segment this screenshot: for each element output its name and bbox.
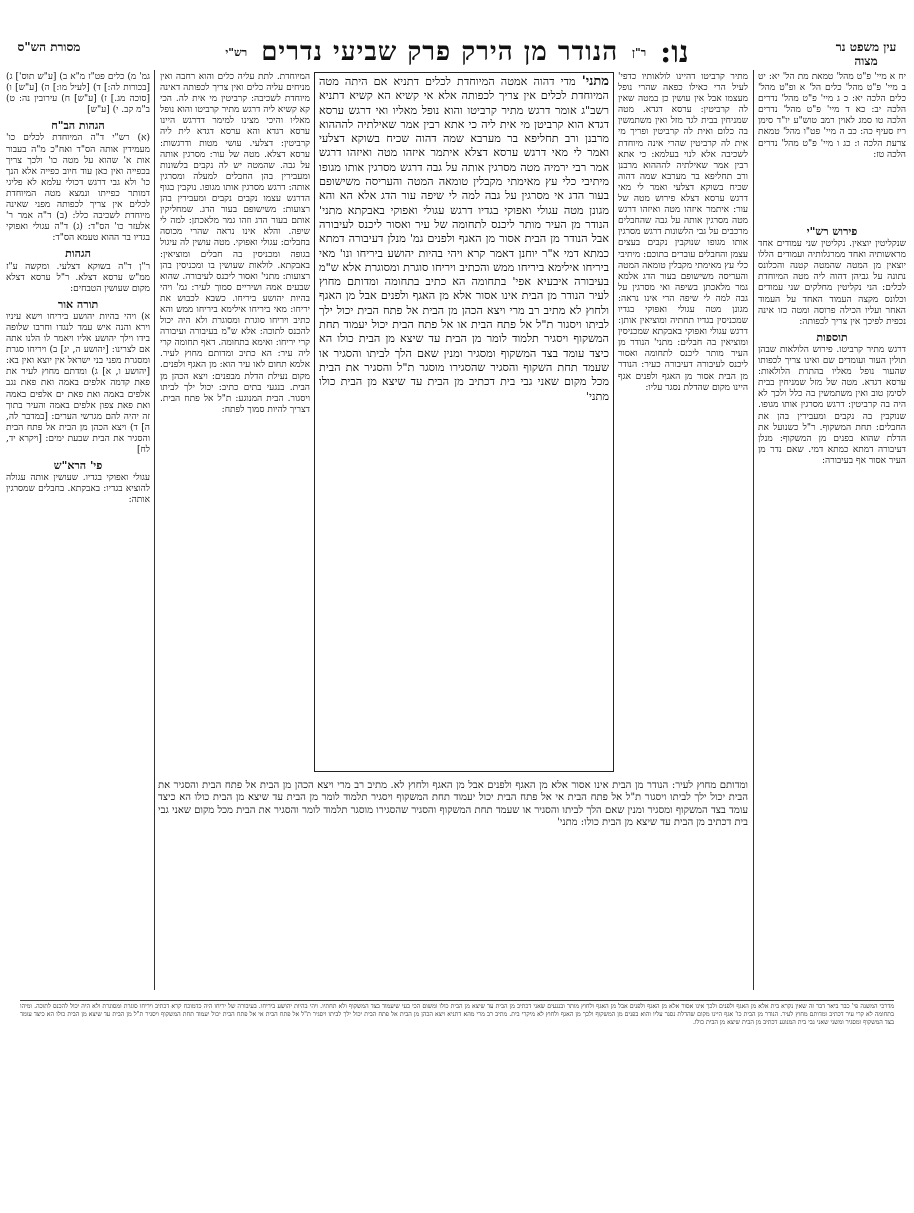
divider-right <box>753 70 754 990</box>
page-header <box>70 36 844 68</box>
ran-column <box>618 72 748 772</box>
tosafot-text: דרגש מתיר קרביטו. פירוש הלולאות שבהן תולין העור ועומדים שם ואינו צריך לכפותו שהעור נופל מאליו בהתרת הלולאות: ערסא דגדא. מטה של מזל שמניחין בבית לסימן טוב ואין משתמשין בה כלל ולכך לא היה בה קרביטין: דרגש מסרגין אותו מגופו. שנוקבין בה נקבים ומעבירין בהן את החבלים: תחת המשקוף. ר"ל כשנועל את הדלת שהוא בפנים מן המשקוף: מנלן דעיבורה דמתא כמתא דמי. שאם נדר מן העיר אסור אף בעיבורה: <box>758 344 906 466</box>
masoret-text: גמ' מ) כלים פט"ז מ"א ב) [ע"ש תוס'] ג) [בכורות לה:] ד) [לעיל מו:] ה) [ע"ש] ו) [סוכה מג.] ז) [ע"ש] ח) עירובין נה: ט) ב"מ קב. י) [ע"ש] <box>6 72 150 116</box>
rosh-text: עגולי ואפוקי בגדיו. שעושין אותה עגולה להוציא בגדיו: באבקתא. בחבלים שמסרגין אותה: <box>6 473 150 506</box>
tosafot-title: תוספות <box>816 330 848 344</box>
torah-or-title: תורה אור <box>57 297 99 311</box>
footer-rule <box>20 1000 894 1001</box>
footer-text: מדרכי המשנה פי' כבר ביאר דבר זה שאין נקרא בית אלא מן האגף ולפנים ולכך אינו אסור אלא מן האגף ולפנים אבל מן האגף ולחוץ מותר ובנגעים שאני דכתיב מן הבית עד שיצא מן הבית כולו ומשום הכי בעי שיעמוד בצד המשקוף ולא תחתיו. ויהי בהיות יהושע ביריחו. בעיבורה של יריחו היה כדמוכח קרא דכתיב ויריחו סוגרת ומסוגרת ולא היה יכול להכנס לתוכה. ומיהו בתחומה לא קרי עיר דכתיב ומדותם מחוץ לעיר. הנודר מן הבית כו' אגף היינו מקום שהדלת נסגר עליו והוא בפנים מן המשקוף ולכך מן האגף ולחוץ לא מיקרי בית. מתיב רב מרי מהא דתניא ויצא הכהן מן הבית אל פתח הבית יכול ילך לביתו ויסגיר ת"ל אל פתח הבית אי אל פתח הבית יכול יעמוד תחת המשקוף ויסגיר ת"ל מן הבית עד שיצא מן הבית כולו הא כיצד עומד בצד המשקוף ומסגיר ומשני שאני גבי בית המנוגע דכתיב מן הבית שיצא מן הבית כולו. <box>20 1003 894 1026</box>
hagahot-bach-text: (א) רש"י ד"ה המיוחדת לכלים כו' מעמידין אותה הס"ד ואח"כ מ"ה בעבור אות א' שהוא על מטה כו' ולכך צריך בכפייה ואין כאן עוד חיוב כפייה אלא הנך כו' ולא גבי דרגש דכולי עלמא לא פליגי דמותר כפייתו ונמצא מטה המיוחדת לכלים אין צריך לכפותה מפני שאינה מיוחדת לשכיבה כלל: (ב) ד"ה אמר ר' אלעזר כו' הס"ד: (ג) ד"ה עגולי ואפוקי בגדיו בר ההוא טעמא הס"ד: <box>6 133 150 244</box>
commentary-right-column <box>758 222 906 992</box>
rashi-column <box>160 72 310 772</box>
rashi-header: רש"י <box>225 45 248 59</box>
folio-number: נו: <box>660 34 689 70</box>
hagahot-text: ר"ן ד"ה בשוקא דצלעי. ומקשה ע"ז ממ"ש ערסא דצלא. ר"ל ערסא דצלא מקום שעושין הטבחים: <box>6 261 150 294</box>
ran-header: ר"ן <box>632 45 647 59</box>
rosh-title: פי' הרא"ש <box>53 459 103 473</box>
rashi-pirush-title: פירוש רש"י <box>806 225 858 238</box>
ran-text: מתיר קרביטו דהיינו לולאותיו כדפי' לעיל הרי כאילו כפאה שהרי נופל מעצמו אבל אין עושין כן במטה שאין לה קרביטין: ערסא דגדא. מטה שמניחין בבית לגד מזל ואין משתמשין בה כלום ואית לה קרביטין ופריך מי אית לה קרביטין שהרי אינה מיוחדת לשכיבה אלא לנוי בעלמא: כי אתא רבין אמר שאילתיה להההוא מרבנן ורב תחליפא בר מערבא שמה דהוה שכיח בשוקא דצלעי ואמר לי מאי דרגש ערסא דצלא פירוש מטה של עור: איתמר איזהו מטה ואיזהו דרגש מטה מסרגין אותה על גבה שהחבלים מרכבים על גבי הלשונות דרגש מסרגין אותו מגופו שנוקבין נקבים בעצים עצמן והחבלים עוברים בתוכם: מיתיבי כלי עץ מאימתי מקבלין טומאה המטה והעריסה משישופם בעור הדג אלמא גמר מלאכתן בשיפה ואי מסרגין על גבה למה לי שיפה הרי אינו נראה: מגונן מטה עגולי ואפוקי בגדיו שמכניסין בגדיו תחתיה ומוציאין אותן: דרגש עגולי ואפוקי באבקתא שמכניסין ומוציאין בה חבלים: מתני' הנודר מן העיר מותר ליכנס לתחומה ואסור ליכנס לעיבורה דעיבורה כעיר: הנודר מן הבית אסור מן האגף ולפנים אגף היינו מקום שהדלת נסגר עליו: <box>618 72 748 393</box>
masoret-column <box>6 72 150 992</box>
footer-commentary <box>20 1000 894 1200</box>
gemara-main-text <box>314 72 614 772</box>
main-text-body: מדי דהוה אמטה המיוחדת לכלים דתניא אם היתה מטה המיוחדת לכלים אין צריך לכפותה אלא אי קשיא הא קשיא דתניא רשב"ג אומר דרגש מתיר קרביטו והוא נופל מאליו ואי דרגש ערסא דגדא הוא קרביטן מי אית ליה כי אתא רבין אמר שאילתיה להההוא מרבנן ורב תחליפא בר מערבא שמה דהוה שכיח בשוקא דצלעי ואמר לי מאי דרגש ערסא דצלא איתמר איזהו מטה ואיזהו דרגש אמר רבי ירמיה מטה מסרגין אותה על גבה דרגש מסרגין אותו מגופו מיתיבי כלי עץ מאימתי מקבלין טומאה המטה והעריסה משישופם בעור הדג אי מסרגין על גבה למה לי שיפה עור הדג אלא הא והא מגונן מטה עגולי ואפוקי בגדיו דרגש עגולי ואפוקי באבקתא מתני' הנודר מן העיר מותר ליכנס לתחומה של עיר ואסור ליכנס לעיבורה אבל הנודר מן הבית אסור מן האגף ולפנים גמ' מנלן דעיבורה דמתא כמתא דמי א"ר יוחנן דאמר קרא ויהי בהיות יהושע ביריחו ונו' מאי ביריחו אילימא ביריחו ממש והכתיב ויריחו סוגרת ומסוגרת אלא ש"מ בעיבורה איבעיא אפי' בתחומה הא כתיב בתחומה ומדותם מחוץ לעיר הנודר מן הבית אינו אסור אלא מן האגף ולפנים אבל מן האגף ולחוץ לא מתיב רב מרי ויצא הכהן מן הבית אל פתח הבית יכול ילך לביתו ויסגור ת"ל אל פתח הבית או אל פתח הבית יכול יעמוד תחת המשקוף ויסגיר תלמוד לומר מן הבית עד שיצא מן הבית כולו הא כיצד עומד בצד המשקוף ומסגיר ומנין שאם הלך לביתו והסגיר או שעמד תחת השקוף והסגיר שהסגירו מוסגר ת"ל והסגיר את הבית מכל מקום שאני גבי בית דכתיב מן הבית עד שיצא מן הבית כולו מתני' <box>319 75 609 403</box>
hagahot-bach-title: הגהות הב"ח <box>51 119 105 133</box>
masoret-label: מסורת הש"ס <box>17 40 81 54</box>
rashi-pirush-text: שנקליטין יוצאין. נקליטין שני עמודים אחד מראשותיה ואחד ממרגלותיה ועמודים הללו יוצאין מן המטה שהמטה קטנה והכלונס נתונה על גביהן דהוה ליה מטה המיוחדת לכלים: הני נקליטין מחלקים שני עמודים וכלונס מקצה העמוד האחד על העמוד האחר ועליו הכילה פרוסה ומטה כזו אינה נכפית לפיכך אין צריך לכפותה: <box>758 239 906 327</box>
torah-or-text: א) ויהי בהיות יהושע ביריחו וישא עיניו וירא והנה איש עמד לנגדו וחרבו שלופה בידו וילך יהושע אליו ויאמר לו הלנו אתה אם לצרינו: [יהושע ה, יג] ב) ויריחו סגרת ומסגרת מפני בני ישראל אין יוצא ואין בא: [יהושע ו, א] ג) ומדתם מחוץ לעיר את פאת קדמה אלפים באמה ואת פאת נגב אלפים באמה ואת פאת ים אלפים באמה ואת פאת צפון אלפים באמה והעיר בתוך זה יהיה להם מגרשי הערים: [במדבר לה, ה] ד) ויצא הכהן מן הבית אל פתח הבית והסגיר את הבית שבעת ימים: [ויקרא יד, לח] <box>6 311 150 455</box>
ein-mishpat-column <box>758 72 906 220</box>
ein-mishpat-text: יח א מיי' פ"ט מהל' טמאת מת הל' יא: יט ב מיי' פ"ט מהל' כלים הל' א ופ"ט מהל' כלים הלכה יא: כ ג מיי' פ"ט מהל' נדרים הלכה יב: כא ד מיי' פ"ט מהל' נדרים הלכה טו סמג לאוין רמב טוש"ע יו"ד סימן ריז סעיף כה: כב ה מיי' פט"ו מהל' טמאת צרעת הלכה ו: כג ו מיי' פ"ט מהל' נדרים הלכה טז: <box>758 72 906 160</box>
ein-mishpat-label: עין משפט נר מצוה <box>835 40 897 68</box>
bottom-continuation <box>158 780 748 992</box>
divider-left <box>154 70 155 990</box>
main-lead-word: מתני' <box>581 74 609 89</box>
hagahot-title: הגהות <box>65 247 91 261</box>
bottom-text: ומדותם מחוץ לעיר: הנודר מן הבית אינו אסור אלא מן האגף ולפנים אבל מן האגף ולחוץ לא. מתיב רב מרי ויצא הכהן מן הבית אל פתח הבית והסגיר את הבית יכול ילך לביתו ויסגור ת"ל אל פתח הבית אי אל פתח הבית יכול יעמוד תחת המשקוף ויסגיר תלמוד לומר מן הבית עד שיצא מן הבית כולו הא כיצד עומד בצד המשקוף ומסגיר ומנין שאם הלך לביתו והסגיר או שעמד תחת המשקוף והסגיר שהסגירו מוסגר תלמוד לומר והסגיר את הבית מכל מקום שאני גבי בית דכתיב מן הבית עד שיצא מן הבית כולו: מתני' <box>158 780 748 829</box>
chapter-title: הנודר מן הירק פרק שביעי נדרים <box>261 37 619 67</box>
rashi-text: המיוחדת. לתת עליה כלים והוא רחבה ואין מניחים עליה כלים ואין צריך לכפותה דאינה מיוחדת לשכיבה: קרביטין מי אית לה. הכי קא קשיא ליה דרגש מתיר קרביטו והוא נופל מאליו והיכי מצינו למימר דדרגש היינו ערסא דגדא והא ערסא דגדא לית ליה קרביטין: דצלעי. עושי מטות ודרגשות: ערסא דצלא. מטה של עור: מסרגין אותה על גבה. שהמטה יש לה נקבים בלשונות ומעבירין בהן החבלים למעלה ומסרגין אותה: דרגש מסרגין אותו מגופו. נוקבין בגוף הדרגש עצמו נקבים נקבים ומעבירין בהן רצועות: משישופם בעור הדג. שמחליקין אותם בעור הדג וזהו גמר מלאכתן: למה לי שיפה. והלא אינו נראה שהרי מכוסה בחבלים: עגולי ואפוקי. מטה עושין לה עיגול בגופה ומכניסין בה חבלים ומוציאין: באבקתא. לולאות שעושין בו ומכניסין בהן רצועות: מתני' ואסור ליכנס לעיבורה. שהוא שבעים אמה ושיריים סמוך לעיר: גמ' ויהי בהיות יהושע ביריחו. כשבא לכבוש את יריחו: מאי ביריחו אילימא ביריחו ממש והא כתיב ויריחו סוגרת ומסוגרת ולא היה יכול להכנס לתוכה: אלא ש"מ בעיבורה ועיבורה קרי יריחו: ואימא בתחומה. דאף תחומה קרי ליה עיר: הא כתיב ומדותם מחוץ לעיר. אלמא תחום לאו עיר הוא: מן האגף ולפנים. מקום נעילת הדלת מבפנים: ויצא הכהן מן הבית. בנגעי בתים כתיב: יכול ילך לביתו ויסגור. הבית המנוגע: ת"ל אל פתח הבית. דצריך להיות סמוך לפתח: <box>160 72 310 415</box>
